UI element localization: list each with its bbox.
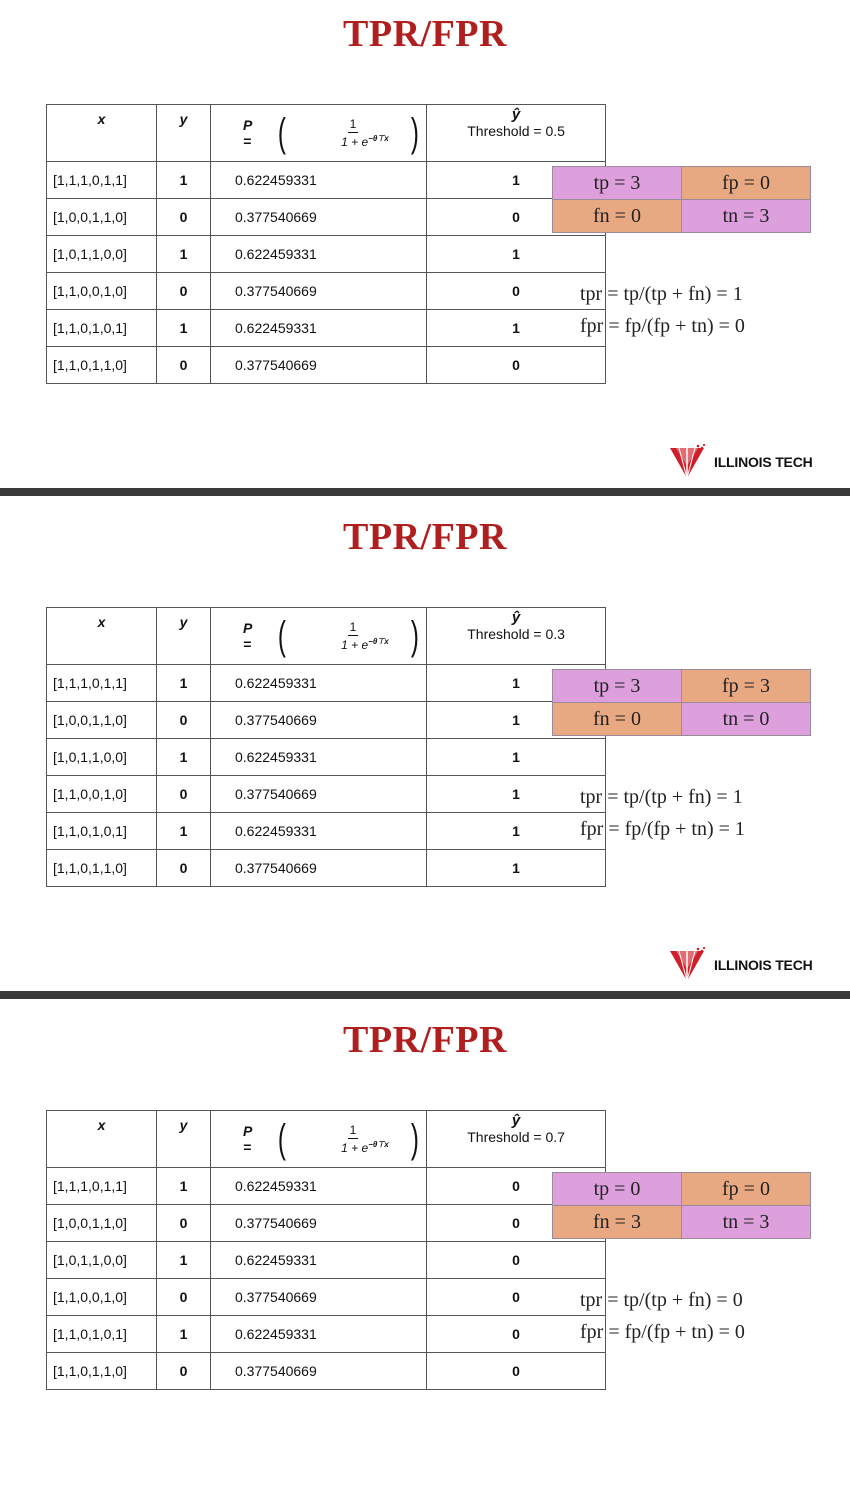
probability-cell [211, 1279, 427, 1316]
y-column-header: y [157, 1111, 211, 1168]
table-row [47, 1353, 606, 1390]
table-row [47, 199, 606, 236]
fn-cell: fn = 3 [553, 1206, 682, 1239]
right-paren: ) [410, 1117, 419, 1161]
slide-divider [0, 488, 850, 496]
slide-2 [0, 503, 850, 992]
probability-cell [211, 273, 427, 310]
probability-cell [211, 813, 427, 850]
prediction-cell: 0 [427, 1353, 606, 1390]
left-paren: ( [277, 614, 286, 658]
fn-cell: fn = 0 [553, 703, 682, 736]
prediction-column-header [427, 105, 606, 162]
probability-value: 0.377540669 [235, 1289, 317, 1305]
probability-value: 0.622459331 [235, 675, 317, 691]
fpr-formula: fpr = fp/(fp + tn) = 1 [580, 818, 745, 840]
probability-value: 0.377540669 [235, 1215, 317, 1231]
y-cell: 0 [157, 273, 211, 310]
probability-value: 0.622459331 [235, 172, 317, 188]
right-paren: ) [410, 614, 419, 658]
table-row [47, 813, 606, 850]
y-cell: 1 [157, 665, 211, 702]
fp-cell: fp = 0 [682, 1173, 811, 1206]
illinois-tech-logo-icon [668, 947, 706, 983]
confusion-matrix [552, 669, 811, 736]
table-row [47, 236, 606, 273]
table-row [47, 739, 606, 776]
table-row [47, 702, 606, 739]
tpr-formula: tpr = tp/(tp + fn) = 1 [580, 283, 743, 305]
tpr-formula: tpr = tp/(tp + fn) = 1 [580, 786, 743, 808]
prediction-cell: 1 [427, 850, 606, 887]
x-cell: [1,1,1,0,1,1] [47, 162, 157, 199]
probability-cell [211, 665, 427, 702]
y-cell: 1 [157, 1168, 211, 1205]
probability-cell [211, 1205, 427, 1242]
threshold-label: Threshold = 0.7 [467, 1129, 565, 1145]
yhat-symbol: ŷ [511, 1112, 521, 1129]
fraction-denominator [317, 636, 389, 652]
probability-cell [211, 776, 427, 813]
x-column-header: x [47, 1111, 157, 1168]
x-cell: [1,1,0,1,1,0] [47, 347, 157, 384]
prediction-cell: 1 [427, 702, 606, 739]
rate-formulas [580, 278, 745, 342]
prediction-cell: 0 [427, 1279, 606, 1316]
probability-cell [211, 1353, 427, 1390]
prediction-column-header [427, 1111, 606, 1168]
yhat-symbol: ŷ [511, 106, 521, 123]
fp-cell: fp = 3 [682, 670, 811, 703]
x-cell: [1,1,0,1,1,0] [47, 1353, 157, 1390]
y-cell: 0 [157, 702, 211, 739]
sigmoid-fraction [293, 1123, 389, 1155]
y-cell: 0 [157, 850, 211, 887]
prediction-cell: 1 [427, 310, 606, 347]
p-label: P = [243, 1123, 252, 1155]
x-cell: [1,1,0,0,1,0] [47, 776, 157, 813]
probability-value: 0.377540669 [235, 712, 317, 728]
y-cell: 1 [157, 739, 211, 776]
probability-cell [211, 236, 427, 273]
table-header-row [47, 105, 606, 162]
y-cell: 1 [157, 310, 211, 347]
illinois-tech-logo [668, 444, 813, 480]
probability-value: 0.622459331 [235, 1326, 317, 1342]
probability-cell [211, 347, 427, 384]
probability-column-header [211, 608, 427, 665]
probability-cell [211, 199, 427, 236]
probability-cell [211, 1316, 427, 1353]
rate-formulas [580, 781, 745, 845]
prediction-cell: 1 [427, 665, 606, 702]
denominator-exponent: −θ⊤x [368, 1140, 389, 1149]
denominator-exponent: −θ⊤x [368, 637, 389, 646]
tpr-formula: tpr = tp/(tp + fn) = 0 [580, 1289, 743, 1311]
probability-value: 0.622459331 [235, 749, 317, 765]
x-cell: [1,0,0,1,1,0] [47, 1205, 157, 1242]
yhat-symbol: ŷ [511, 609, 521, 626]
table-row [47, 1205, 606, 1242]
table-row [47, 1279, 606, 1316]
tn-cell: tn = 0 [682, 703, 811, 736]
denominator-base: 1 + e [341, 1141, 369, 1155]
x-cell: [1,1,0,1,0,1] [47, 1316, 157, 1353]
fraction-denominator [317, 1139, 389, 1155]
slide-title: TPR/FPR [343, 516, 507, 558]
table-header-row [47, 608, 606, 665]
fn-cell: fn = 0 [553, 200, 682, 233]
y-cell: 0 [157, 199, 211, 236]
fpr-formula: fpr = fp/(fp + tn) = 0 [580, 1321, 745, 1343]
x-cell: [1,0,1,1,0,0] [47, 1242, 157, 1279]
tn-cell: tn = 3 [682, 1206, 811, 1239]
probability-value: 0.622459331 [235, 320, 317, 336]
probability-cell [211, 162, 427, 199]
probability-cell [211, 850, 427, 887]
prediction-cell: 0 [427, 347, 606, 384]
denominator-base: 1 + e [341, 135, 369, 149]
table-row [47, 776, 606, 813]
x-column-header: x [47, 608, 157, 665]
y-cell: 0 [157, 1279, 211, 1316]
y-cell: 1 [157, 813, 211, 850]
p-label: P = [243, 620, 252, 652]
x-cell: [1,1,0,1,1,0] [47, 850, 157, 887]
x-cell: [1,1,0,0,1,0] [47, 273, 157, 310]
prediction-cell: 0 [427, 1316, 606, 1353]
table-row [47, 273, 606, 310]
slide-1 [0, 0, 850, 489]
probability-value: 0.377540669 [235, 1363, 317, 1379]
probability-value: 0.377540669 [235, 860, 317, 876]
fpr-formula: fpr = fp/(fp + tn) = 0 [580, 315, 745, 337]
prediction-cell: 0 [427, 1242, 606, 1279]
y-cell: 1 [157, 236, 211, 273]
prediction-cell: 0 [427, 1205, 606, 1242]
threshold-label: Threshold = 0.5 [467, 123, 565, 139]
tp-cell: tp = 3 [553, 167, 682, 200]
fraction-denominator [317, 133, 389, 149]
y-cell: 1 [157, 1316, 211, 1353]
tp-cell: tp = 0 [553, 1173, 682, 1206]
table-row [47, 162, 606, 199]
table-row [47, 1168, 606, 1205]
fraction-numerator: 1 [349, 117, 357, 131]
prediction-cell: 0 [427, 1168, 606, 1205]
table-row [47, 665, 606, 702]
probability-value: 0.377540669 [235, 283, 317, 299]
illinois-tech-logo [668, 947, 813, 983]
prediction-table [46, 1110, 606, 1390]
y-cell: 1 [157, 162, 211, 199]
fraction-numerator: 1 [349, 1123, 357, 1137]
table-row [47, 347, 606, 384]
probability-cell [211, 702, 427, 739]
denominator-exponent: −θ⊤x [368, 134, 389, 143]
x-cell: [1,1,1,0,1,1] [47, 1168, 157, 1205]
prediction-cell: 1 [427, 739, 606, 776]
x-cell: [1,1,0,1,0,1] [47, 310, 157, 347]
x-cell: [1,0,1,1,0,0] [47, 739, 157, 776]
x-cell: [1,0,1,1,0,0] [47, 236, 157, 273]
confusion-matrix [552, 166, 811, 233]
prediction-table [46, 104, 606, 384]
prediction-table [46, 607, 606, 887]
slide-title: TPR/FPR [343, 1019, 507, 1061]
rate-formulas [580, 1284, 745, 1348]
x-cell: [1,0,0,1,1,0] [47, 199, 157, 236]
y-cell: 0 [157, 347, 211, 384]
slide-title: TPR/FPR [343, 13, 507, 55]
logo-text: ILLINOIS TECH [714, 454, 813, 470]
table-row [47, 850, 606, 887]
confusion-matrix [552, 1172, 811, 1239]
table-row [47, 1242, 606, 1279]
fp-cell: fp = 0 [682, 167, 811, 200]
table-row [47, 310, 606, 347]
sigmoid-fraction [293, 117, 389, 149]
prediction-cell: 1 [427, 813, 606, 850]
prediction-cell: 1 [427, 776, 606, 813]
y-cell: 0 [157, 1353, 211, 1390]
probability-value: 0.377540669 [235, 357, 317, 373]
prediction-column-header [427, 608, 606, 665]
prediction-cell: 0 [427, 273, 606, 310]
prediction-cell: 1 [427, 236, 606, 273]
table-row [47, 1316, 606, 1353]
probability-cell [211, 739, 427, 776]
left-paren: ( [277, 111, 286, 155]
tn-cell: tn = 3 [682, 200, 811, 233]
probability-value: 0.377540669 [235, 786, 317, 802]
y-cell: 0 [157, 1205, 211, 1242]
y-cell: 0 [157, 776, 211, 813]
probability-value: 0.622459331 [235, 246, 317, 262]
x-cell: [1,1,0,0,1,0] [47, 1279, 157, 1316]
tp-cell: tp = 3 [553, 670, 682, 703]
x-column-header: x [47, 105, 157, 162]
probability-value: 0.377540669 [235, 209, 317, 225]
probability-column-header [211, 1111, 427, 1168]
y-column-header: y [157, 105, 211, 162]
probability-cell [211, 1168, 427, 1205]
slide-divider [0, 991, 850, 999]
logo-text: ILLINOIS TECH [714, 957, 813, 973]
probability-value: 0.622459331 [235, 1252, 317, 1268]
x-cell: [1,0,0,1,1,0] [47, 702, 157, 739]
prediction-cell: 0 [427, 199, 606, 236]
prediction-cell: 1 [427, 162, 606, 199]
y-column-header: y [157, 608, 211, 665]
table-header-row [47, 1111, 606, 1168]
probability-cell [211, 310, 427, 347]
probability-column-header [211, 105, 427, 162]
sigmoid-fraction [293, 620, 389, 652]
probability-cell [211, 1242, 427, 1279]
illinois-tech-logo-icon [668, 444, 706, 480]
p-label: P = [243, 117, 252, 149]
threshold-label: Threshold = 0.3 [467, 626, 565, 642]
right-paren: ) [410, 111, 419, 155]
slide-3 [0, 1006, 850, 1495]
probability-value: 0.622459331 [235, 823, 317, 839]
probability-value: 0.622459331 [235, 1178, 317, 1194]
denominator-base: 1 + e [341, 638, 369, 652]
left-paren: ( [277, 1117, 286, 1161]
x-cell: [1,1,1,0,1,1] [47, 665, 157, 702]
x-cell: [1,1,0,1,0,1] [47, 813, 157, 850]
fraction-numerator: 1 [349, 620, 357, 634]
y-cell: 1 [157, 1242, 211, 1279]
